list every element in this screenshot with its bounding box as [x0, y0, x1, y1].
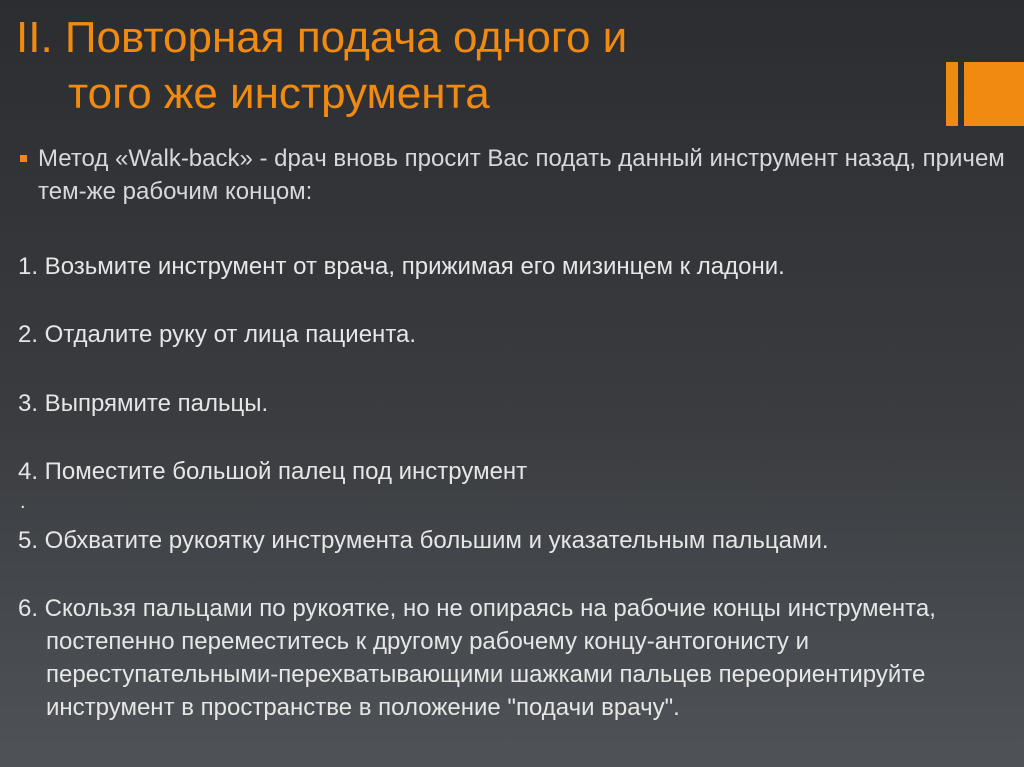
slide-title [16, 10, 916, 122]
slide-title-line-1: II. Повторная подача одного и [16, 13, 628, 62]
stray-dot: . [20, 491, 26, 513]
method-bullet-text: Метод «Walk-back» - dpaч вновь просит Вас подать данный инструмент назад, причем тем-же рабочим концом: [38, 145, 1005, 205]
step-3: 3. Выпрямите пальцы. [18, 390, 269, 417]
method-bullet [20, 142, 1010, 208]
step-4: 4. Поместите большой палец под инструмент [18, 458, 528, 485]
decorative-orange-blocks [946, 62, 1024, 126]
step-5: 5. Обхватите рукоятку инструмента большим и указательным пальцами. [18, 527, 829, 554]
bullet-marker-icon [20, 155, 27, 162]
step-1: 1. Возьмите инструмент от врача, прижимая его мизинцем к ладони. [18, 253, 785, 280]
slide-title-line-2: того же инструмента [68, 69, 490, 118]
step-6: 6. Скользя пальцами по рукоятке, но не опираясь на рабочие концы инструмента, постепенно переместитесь к другому рабочему концу-антогонисту и переступательными-перехватывающими шажками пальцев переориентируйте инструмент в пространстве в положение "подачи врачу". [18, 595, 936, 721]
decor-block [964, 62, 1024, 126]
decor-bar [946, 62, 958, 126]
step-2: 2. Отдалите руку от лица пациента. [18, 321, 417, 348]
